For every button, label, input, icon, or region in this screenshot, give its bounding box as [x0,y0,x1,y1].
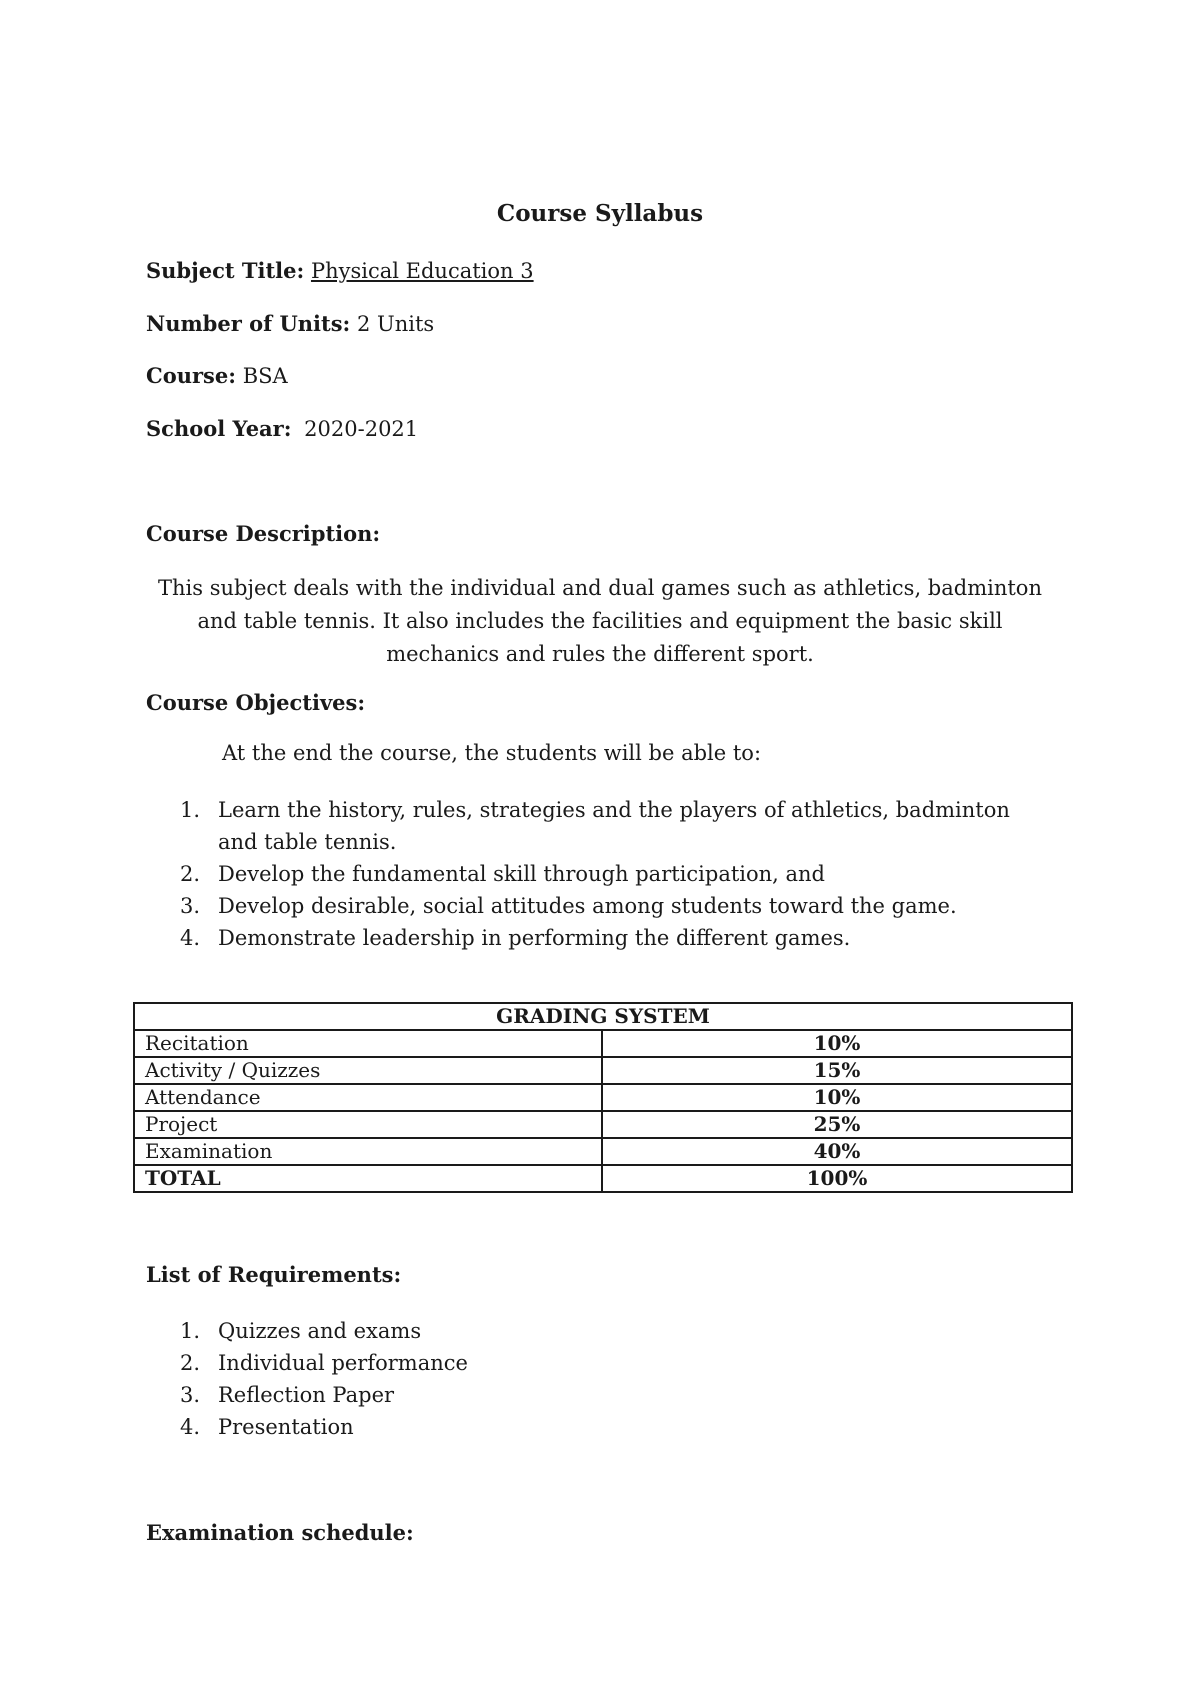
course-description-text: This subject deals with the individual and dual games such as athletics, badminton and table tennis. It also includes the facilities and equipment the basic skill mechanics and rules the different sport. [158,576,1042,666]
grading-percent: 15% [602,1057,1072,1084]
grading-percent: 10% [602,1084,1072,1111]
objectives-intro: At the end the course, the students will be able to: [222,741,762,765]
units-label: Number of Units: [146,311,351,336]
subject-title-value: Physical Education 3 [310,259,534,283]
list-item-text: Reflection Paper [218,1383,395,1407]
course-field [146,363,288,388]
grading-label: Examination [134,1138,602,1165]
grading-total-percent: 100% [602,1165,1072,1192]
course-label: Course: [146,363,236,388]
list-item [146,1347,746,1379]
table-row [134,1030,1072,1057]
list-item-text: Develop the fundamental skill through participation, and [218,862,826,886]
grading-label: Activity / Quizzes [134,1057,602,1084]
list-item [146,1315,746,1347]
list-item-number: 2. [180,862,201,886]
objectives-list [146,794,1026,954]
table-row [134,1084,1072,1111]
list-item [146,922,1026,954]
list-item-number: 3. [180,894,201,918]
grading-label: Attendance [134,1084,602,1111]
grading-label: Recitation [134,1030,602,1057]
school-year-field [146,416,418,441]
grading-percent: 25% [602,1111,1072,1138]
requirements-list [146,1315,746,1443]
grading-percent: 40% [602,1138,1072,1165]
list-item-number: 2. [180,1351,201,1375]
list-item-text: Presentation [218,1415,354,1439]
list-item-text: Develop desirable, social attitudes among students toward the game. [218,894,957,918]
units-value: 2 Units [356,312,435,336]
list-item-number: 1. [180,798,201,822]
list-item [146,1379,746,1411]
list-item [146,794,1026,858]
course-description-heading: Course Description: [146,521,381,546]
grading-system-heading: GRADING SYSTEM [134,1003,1072,1030]
course-objectives-heading: Course Objectives: [146,690,366,715]
subject-title-label: Subject Title: [146,258,305,283]
list-item-number: 4. [180,926,201,950]
course-value: BSA [242,364,288,388]
units-field [146,311,434,336]
school-year-label: School Year: [146,416,292,441]
table-row [134,1111,1072,1138]
subject-title-field [146,258,534,283]
list-item-text: Individual performance [218,1351,468,1375]
list-item [146,1411,746,1443]
page-title: Course Syllabus [496,200,704,227]
school-year-value: 2020-2021 [304,417,419,441]
list-item-number: 3. [180,1383,201,1407]
table-row [134,1138,1072,1165]
list-item-text: Demonstrate leadership in performing the different games. [218,926,851,950]
grading-percent: 10% [602,1030,1072,1057]
grading-system-table [133,1002,1073,1193]
grading-total-label: TOTAL [134,1165,602,1192]
list-item [146,890,1026,922]
examination-schedule-heading: Examination schedule: [146,1520,414,1545]
list-item-text: Learn the history, rules, strategies and the players of athletics, badminton and table tennis. [218,798,1010,854]
requirements-heading: List of Requirements: [146,1262,402,1287]
table-row [134,1057,1072,1084]
list-item-text: Quizzes and exams [218,1319,422,1343]
table-total-row [134,1165,1072,1192]
table-header-row [134,1003,1072,1030]
list-item-number: 4. [180,1415,201,1439]
grading-label: Project [134,1111,602,1138]
list-item [146,858,1026,890]
list-item-number: 1. [180,1319,201,1343]
